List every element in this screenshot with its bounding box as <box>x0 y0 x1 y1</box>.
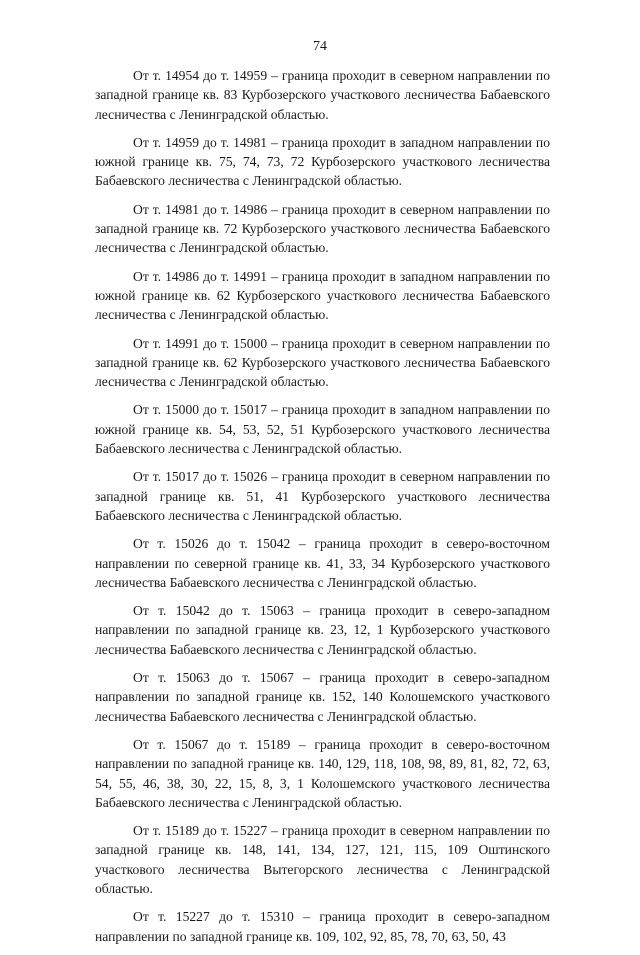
paragraph: От т. 15227 до т. 15310 – граница проходит в северо-западном направлении по западной границе кв. 109, 102, 92, 85, 78, 70, 63, 50, 43 <box>95 909 550 944</box>
paragraph: От т. 14986 до т. 14991 – граница проходит в западном направлении по южной границе кв. 62 Курбозерского участкового лесничества Бабаевского лесничества с Ленинградской областью. <box>95 268 550 323</box>
paragraph: От т. 15063 до т. 15067 – граница проходит в северо-западном направлении по западной границе кв. 152, 140 Колошемского участкового лесничества Бабаевского лесничества с Ленинградской областью. <box>95 670 550 724</box>
document-body <box>95 66 550 955</box>
paragraph: От т. 14991 до т. 15000 – граница проходит в северном направлении по западной границе кв. 62 Курбозерского участкового лесничества Бабаевского лесничества с Ленинградской областью. <box>95 335 550 390</box>
page-number: 74 <box>313 39 327 54</box>
paragraph: От т. 15026 до т. 15042 – граница проходит в северо-восточном направлении по северной границе кв. 41, 33, 34 Курбозерского участкового лесничества Бабаевского лесничества с Ленинградской областью. <box>95 536 550 590</box>
paragraph: От т. 15042 до т. 15063 – граница проходит в северо-западном направлении по западной границе кв. 23, 12, 1 Курбозерского участкового лесничества Бабаевского лесничества с Ленинградской областью. <box>95 603 550 657</box>
paragraph: От т. 15017 до т. 15026 – граница проходит в северном направлении по западной границе кв. 51, 41 Курбозерского участкового лесничества Бабаевского лесничества с Ленинградской областью. <box>95 469 550 523</box>
paragraph: От т. 14981 до т. 14986 – граница проходит в северном направлении по западной границе кв. 72 Курбозерского участкового лесничества Бабаевского лесничества с Ленинградской областью. <box>95 201 550 256</box>
paragraph: От т. 15067 до т. 15189 – граница проходит в северо-восточном направлении по западной границе кв. 140, 129, 118, 108, 98, 89, 81, 82, 72, 63, 54, 55, 46, 38, 30, 22, 15, 8, 3, 1 Колошемского участкового лесничества Бабаевского лесничества с Ленинградской областью. <box>95 736 550 810</box>
paragraph: От т. 15189 до т. 15227 – граница проходит в северном направлении по западной границе кв. 148, 141, 134, 127, 121, 115, 109 Оштинского участкового лесничества Вытегорского лесничества с Ленинградской областью. <box>95 823 550 896</box>
paragraph: От т. 14954 до т. 14959 – граница проходит в северном направлении по западной границе кв. 83 Курбозерского участкового лесничества Бабаевского лесничества с Ленинградской областью. <box>95 68 550 122</box>
paragraph: От т. 14959 до т. 14981 – граница проходит в западном направлении по южной границе кв. 75, 74, 73, 72 Курбозерского участкового лесничества Бабаевского лесничества с Ленинградской областью. <box>95 134 550 189</box>
paragraph: От т. 15000 до т. 15017 – граница проходит в западном направлении по южной границе кв. 54, 53, 52, 51 Курбозерского участкового лесничества Бабаевского лесничества с Ленинградской областью. <box>95 402 550 457</box>
